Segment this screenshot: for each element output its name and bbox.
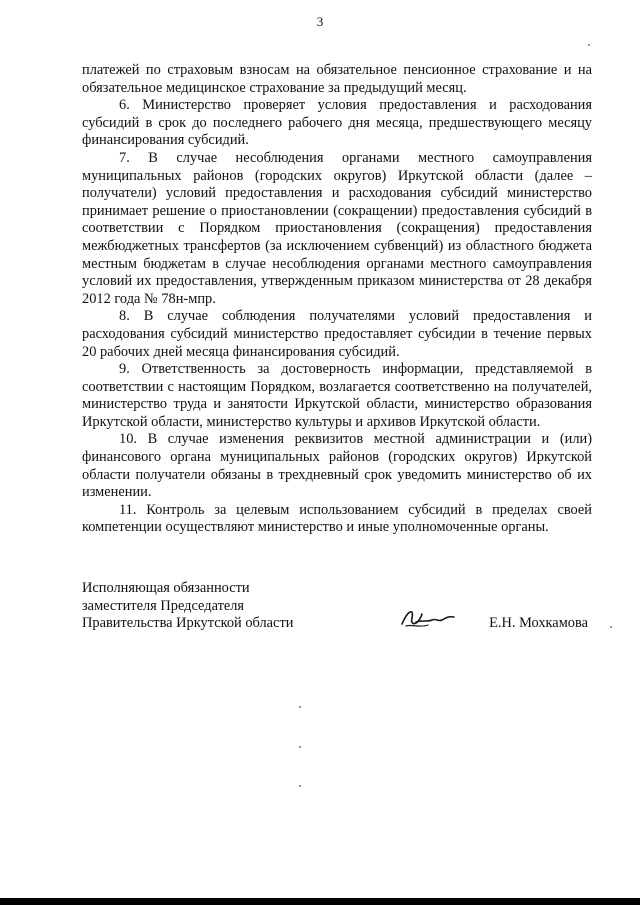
paragraph-8: 8. В случае соблюдения получателями условий предоставления и расходования субсидий министерство предоставляет субсидии в течение первых 20 рабочих дней месяца финансирования субсидий.: [82, 308, 592, 360]
signatory-title-line-2: заместителя Председателя: [82, 597, 245, 614]
paragraph-6: 6. Министерство проверяет условия предоставления и расходования субсидий в срок до последнего рабочего дня месяца, предшествующего месяцу финансирования субсидий.: [82, 97, 592, 149]
paragraph-10: 10. В случае изменения реквизитов местной администрации и (или) финансового органа муниципальных районов (городских округов) Иркутской области получатели обязаны в трехдневный срок уведомить министерство об их изменении.: [82, 431, 592, 501]
paragraph-11: 11. Контроль за целевым использованием субсидий в пределах своей компетенции осуществляют министерство и иные уполномоченные органы.: [82, 501, 592, 536]
document-body: [82, 62, 592, 537]
scan-speck: [299, 706, 301, 708]
page-number: 3: [316, 14, 324, 29]
paragraph-continuation: платежей по страховым взносам на обязательное пенсионное страхование и на обязательное медицинское страхование за предыдущий месяц.: [82, 62, 592, 96]
handwritten-signature: [398, 604, 458, 632]
signatory-title-line-1: Исполняющая обязанности: [82, 580, 250, 596]
signature-block: [82, 580, 592, 633]
signatory-name: Е.Н. Мохкамова: [489, 615, 588, 631]
scan-speck: [610, 626, 612, 628]
scan-speck: [588, 44, 590, 46]
paragraph-9: 9. Ответственность за достоверность информации, представляемой в соответствии с настоящим Порядком, возлагается соответственно на получателей, министерство труда и занятости Иркутской области, министерство образования Иркутской области, министерство культуры и архивов Иркутской области.: [82, 361, 592, 430]
scan-speck: [299, 746, 301, 748]
scan-speck: [299, 785, 301, 787]
scan-edge-bar: [0, 898, 640, 905]
signatory-title-line-3: Правительства Иркутской области: [82, 615, 294, 632]
paragraph-7: 7. В случае несоблюдения органами местного самоуправления муниципальных районов (городских округов) Иркутской области (далее – получатели) условий предоставления и расходования субсидий министерство принимает решение о приостановлении (сокращении) предоставления субсидий в соответствии с Порядком приостановления (сокращения) предоставления межбюджетных трансфертов (за исключением субвенций) из областного бюджета местным бюджетам в случае несоблюдения органами местного самоуправления условий их предоставления, утвержденным приказом министерства от 28 декабря 2012 года № 78н-мпр.: [82, 149, 592, 307]
